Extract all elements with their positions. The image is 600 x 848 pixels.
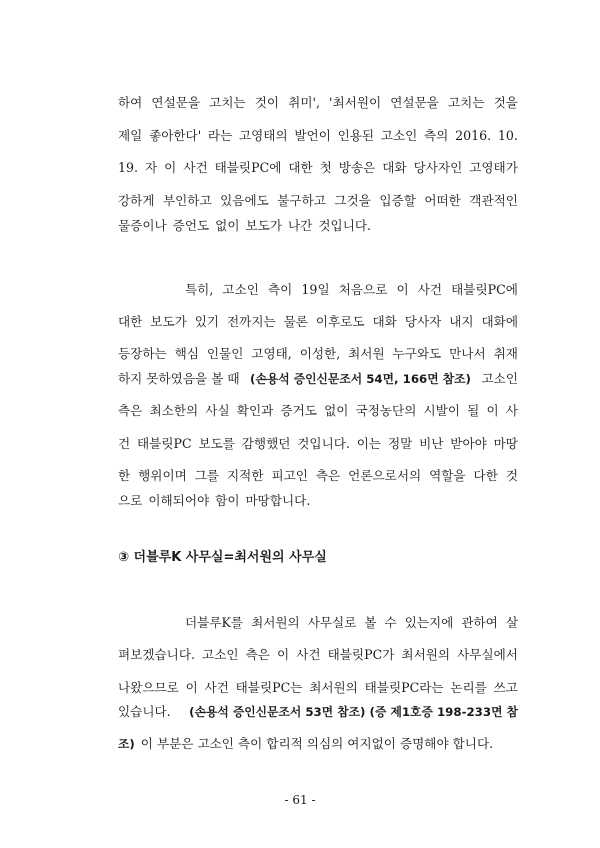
word: 감행했던 (241, 436, 291, 451)
word: 고영태가 (469, 160, 518, 175)
word: 취재 (493, 346, 518, 361)
word: 하여 (118, 95, 143, 110)
word: 방송은 (338, 160, 376, 175)
word: 살 (505, 615, 518, 630)
word: 부인하고 (162, 193, 212, 208)
word: 19. (118, 160, 139, 175)
word: 객관적인 (469, 193, 518, 208)
word: 것입니다. (318, 218, 372, 233)
word: 역할을 (429, 468, 466, 483)
para2-line-8 (118, 492, 518, 510)
word: 정말 (387, 436, 413, 451)
word: 불구하고 (277, 193, 326, 208)
word: 마땅 (493, 436, 518, 451)
word: 라는 (207, 128, 233, 143)
word: 것이 (254, 95, 280, 110)
word: 대한 (288, 160, 313, 175)
word: 당사자 (404, 314, 442, 329)
word: 증언도 (172, 218, 210, 233)
word: 이후로도 (315, 314, 365, 329)
word: 논리를 (450, 680, 487, 695)
word: 이 (164, 160, 177, 175)
word: 고치는 (209, 95, 246, 110)
word: 연설문을 (390, 95, 439, 110)
word: 것 (505, 468, 518, 483)
word: 확인과 (236, 403, 274, 418)
page-number: - 61 - (284, 793, 316, 807)
word: 태블릿PC라는 (364, 680, 444, 695)
word: 한 (118, 468, 131, 483)
word: 처음으로 (338, 282, 388, 297)
word: 이 (396, 282, 409, 297)
word: 핵심 (174, 346, 199, 361)
word: 더블루K를 (185, 615, 244, 630)
word: 최서원 (348, 346, 385, 361)
word: 보도가 (245, 218, 283, 233)
para3-line-3 (118, 679, 518, 697)
word: 2016. (455, 128, 492, 143)
word: 측은 (245, 647, 270, 662)
word: 있음에도 (220, 193, 269, 208)
word: 강하게 (118, 193, 155, 208)
word: 태블릿PC에 (214, 160, 282, 175)
para3-line-2 (118, 646, 518, 664)
word: 측은 (118, 403, 143, 418)
word: 물증이나 (118, 218, 167, 233)
word: 대화에 (481, 314, 518, 329)
word: 내지 (449, 314, 474, 329)
word: 없이 (215, 218, 240, 233)
word: 있는지에 (404, 615, 454, 630)
word: 고소인 (202, 647, 239, 662)
word: 측은 (315, 468, 341, 483)
word: 될 (467, 403, 480, 418)
word: 측의 (424, 128, 449, 143)
word: 대화 (372, 314, 397, 329)
word: 고소인 (380, 128, 418, 143)
word: 태블릿PC는 (235, 680, 303, 695)
word: 사 (505, 403, 518, 418)
para2-line-5 (118, 402, 518, 420)
word: 없이 (324, 403, 349, 418)
word: 좋아한다' (149, 128, 202, 143)
para1-line-1 (118, 94, 518, 112)
citation-53-exhibit: (손용석 증인신문조서 53면 참조) (증 제1호증 198-233면 참 (189, 705, 518, 719)
word: 사무실로 (307, 615, 357, 630)
section-heading: ③ 더블루K 사무실=최서원의 사무실 (118, 550, 327, 565)
word: 받아야 (450, 436, 487, 451)
para2-line-2 (118, 313, 518, 331)
word: 태블릿PC에 (451, 282, 518, 297)
para3-line-4 (118, 703, 518, 721)
word: 물론 (283, 314, 308, 329)
word: 관하여 (461, 615, 498, 630)
word: 고치는 (448, 95, 485, 110)
word: 이성한, (299, 346, 341, 361)
word: 그것을 (334, 193, 371, 208)
word: 으로 (118, 493, 143, 508)
word: 당사자인 (413, 160, 463, 175)
word: 고영태, (251, 346, 292, 361)
word: 어떠한 (424, 193, 461, 208)
word: 제일 (118, 128, 143, 143)
para3-line-4-pre: 있습니다. (118, 704, 171, 719)
word: 행위이며 (138, 468, 187, 483)
word: 대한 (118, 314, 143, 329)
word: 누구와도 (392, 346, 442, 361)
word: 보도가 (150, 314, 187, 329)
word: 이 (185, 680, 198, 695)
word: 것을 (493, 95, 518, 110)
word: 등장하는 (118, 346, 167, 361)
word: 전까지는 (227, 314, 276, 329)
word: 특히, (185, 282, 214, 297)
word: 언론으로서의 (348, 468, 422, 483)
word: 함이 (215, 493, 240, 508)
para1-line-3 (118, 159, 518, 177)
word: 이 (486, 403, 499, 418)
word: 것입니다. (297, 436, 350, 451)
word: 태블릿PC가 (327, 647, 395, 662)
para2-line-1 (185, 281, 518, 299)
word: 연설문을 (151, 95, 201, 110)
word: 최서원의 (309, 680, 358, 695)
word: 고소인 (222, 282, 259, 297)
word: 이 (276, 647, 290, 662)
word: 보도를 (198, 436, 235, 451)
word: 이는 (356, 436, 382, 451)
word: 태블릿PC (137, 436, 192, 451)
word: 고영태의 (238, 128, 288, 143)
para2-line-7 (118, 467, 518, 485)
word: 국정농단의 (355, 403, 417, 418)
citation-close: 조) (118, 737, 135, 751)
word: 최서원의 (251, 615, 300, 630)
word: 시발이 (423, 403, 461, 418)
word: 쓰고 (493, 680, 518, 695)
word: 건 (118, 436, 131, 451)
word: 사건 (296, 647, 321, 662)
para1-line-4 (118, 192, 518, 210)
para2-line-6 (118, 435, 518, 453)
word: 취미', (288, 95, 320, 110)
word: 그를 (194, 468, 220, 483)
word: 발언이 (294, 128, 331, 143)
word: 수 (384, 615, 397, 630)
word: 사무실에서 (457, 647, 518, 662)
word: 이해되어야 (148, 493, 210, 508)
word: 증거도 (280, 403, 317, 418)
word: 지적한 (227, 468, 264, 483)
para2-line-4 (118, 370, 518, 388)
word: 만나서 (449, 346, 486, 361)
word: '최서원이 (329, 95, 382, 110)
word: 10. (497, 128, 518, 143)
word: 자 (145, 160, 158, 175)
word: 19일 (301, 282, 330, 297)
word: 펴보겠습니다. (118, 647, 195, 662)
word: 사건 (417, 282, 443, 297)
word: 피고인 (271, 468, 308, 483)
word: 최소한의 (149, 403, 199, 418)
para2-line-3 (118, 345, 518, 363)
word: 볼 (364, 615, 377, 630)
word: 나왔으므로 (118, 680, 179, 695)
word: 입증할 (379, 193, 416, 208)
word: 첫 (319, 160, 332, 175)
para2-line-4-pre: 하지 못하였음을 볼 때 (118, 371, 240, 386)
para2-line-4-post: 고소인 (481, 371, 518, 386)
word: 다한 (473, 468, 498, 483)
word: 측이 (268, 282, 293, 297)
word: 나간 (288, 218, 313, 233)
word: 사건 (204, 680, 229, 695)
para3-line-5-post: 이 부분은 고소인 측이 합리적 의심의 여지없이 증명해야 합니다. (140, 736, 494, 751)
word: 최서원의 (401, 647, 451, 662)
word: 있기 (194, 314, 220, 329)
citation-54-166: (손용석 증인신문조서 54면, 166면 참조) (250, 372, 471, 386)
word: 사건 (183, 160, 208, 175)
para1-line-2 (118, 127, 518, 145)
word: 인물인 (206, 346, 244, 361)
word: 마땅합니다. (245, 493, 311, 508)
para1-line-5 (118, 217, 518, 235)
word: 인용된 (337, 128, 375, 143)
para3-line-5 (118, 735, 518, 753)
word: 비난 (419, 436, 444, 451)
para3-line-1 (185, 614, 518, 632)
word: 사실 (205, 403, 230, 418)
word: 대화 (382, 160, 407, 175)
